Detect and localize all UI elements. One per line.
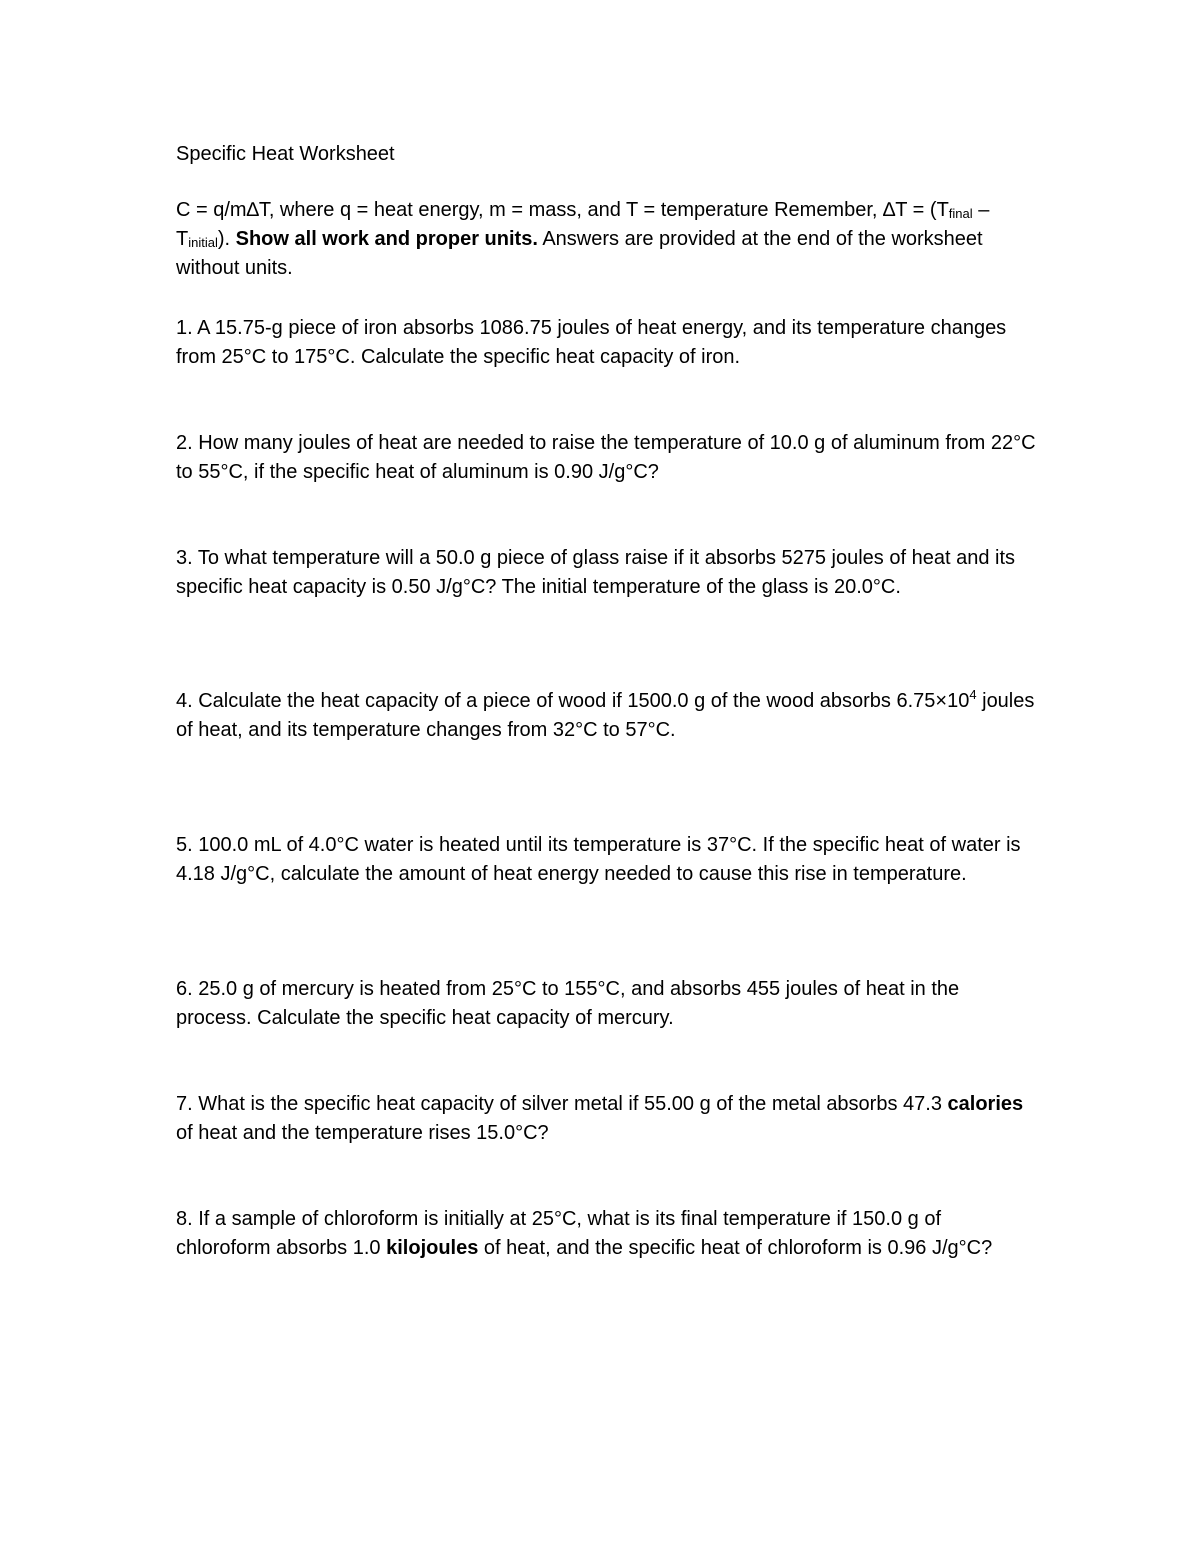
question-1: 1. A 15.75-g piece of iron absorbs 1086.75 joules of heat energy, and its temperature changes from 25°C to 175°C. Calculate the specific heat capacity of iron.: [176, 317, 1007, 368]
question-7: 7. What is the specific heat capacity of silver metal if 55.00 g of the metal absorbs 47.3 calories of heat and the temperature rises 15.0°C?: [176, 1093, 1024, 1144]
worksheet-page: [176, 140, 1046, 1259]
question-2: 2. How many joules of heat are needed to raise the temperature of 10.0 g of aluminum from 22°C to 55°C, if the specific heat of aluminum is 0.90 J/g°C?: [176, 432, 1036, 483]
question-3: 3. To what temperature will a 50.0 g piece of glass raise if it absorbs 5275 joules of heat and its specific heat capacity is 0.50 J/g°C? The initial temperature of the glass is 20.0°C.: [176, 547, 1016, 598]
question-6: 6. 25.0 g of mercury is heated from 25°C to 155°C, and absorbs 455 joules of heat in the process. Calculate the specific heat capacity of mercury.: [176, 978, 960, 1029]
question-8: 8. If a sample of chloroform is initially at 25°C, what is its final temperature if 150.0 g of chloroform absorbs 1.0 kilojoules of heat, and the specific heat of chloroform is 0.96 J/g°C?: [176, 1208, 993, 1259]
answers-note: Answers are provided at the end of the worksheet without units.: [176, 228, 983, 279]
formula-text: C = q/m∆T, where q = heat energy, m = mass, and T = temperature Remember, ∆T =: [176, 199, 925, 221]
intro-paragraph: C = q/m∆T, where q = heat energy, m = mass, and T = temperature Remember, $\Delta T = (T_{final} - T_{initial})$. Show all work and proper units. Answers are provided at the end of the worksheet without units.: [176, 199, 990, 279]
worksheet-title: Specific Heat Worksheet: [176, 143, 395, 165]
question-5: 5. 100.0 mL of 4.0°C water is heated until its temperature is 37°C. If the specific heat of water is 4.18 J/g°C, calculate the amount of heat energy needed to cause this rise in temperature.: [176, 834, 1021, 885]
question-4: 4. Calculate the heat capacity of a piece of wood if 1500.0 g of the wood absorbs $6.75\times 10^4$ joules of heat, and its temperature changes from 32°C to 57°C.: [176, 687, 1035, 741]
instruction-bold: Show all work and proper units.: [235, 228, 538, 250]
